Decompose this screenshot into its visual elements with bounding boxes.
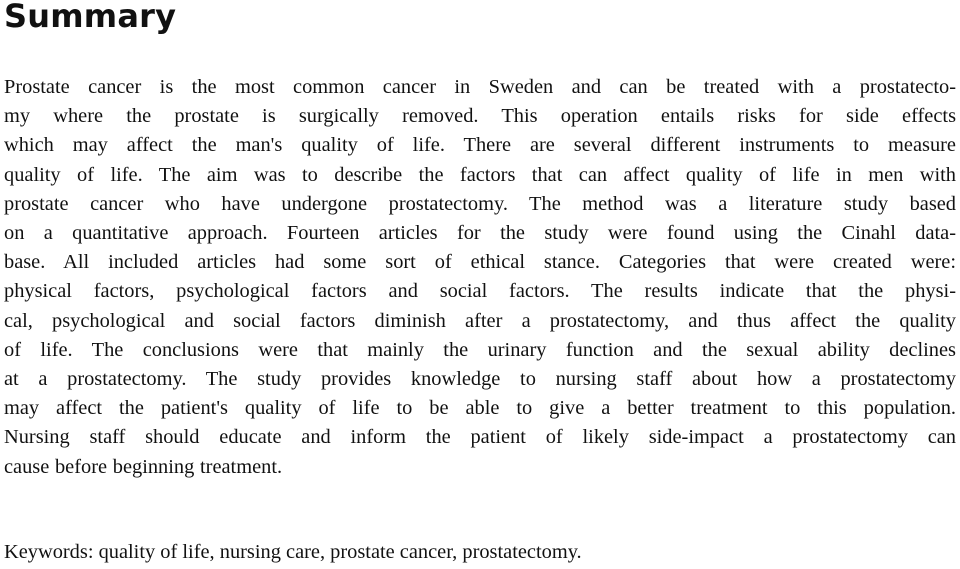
- paragraph-line: prostate cancer who have undergone prostatectomy. The method was a literature study based: [4, 192, 956, 215]
- paragraph-line: of life. The conclusions were that mainly the urinary function and the sexual ability declines: [4, 338, 956, 361]
- paragraph-line: Nursing staff should educate and inform the patient of likely side-impact a prostatectomy can: [4, 426, 956, 449]
- paragraph-line: base. All included articles had some sort of ethical stance. Categories that were created were:: [4, 251, 956, 274]
- paragraph-line: my where the prostate is surgically removed. This operation entails risks for side effects: [4, 105, 956, 128]
- paragraph-line: cause before beginning treatment.: [4, 455, 283, 478]
- summary-paragraph: [4, 73, 956, 482]
- paragraph-line: quality of life. The aim was to describe the factors that can affect quality of life in men with: [4, 163, 956, 186]
- paragraph-line: Prostate cancer is the most common cancer in Sweden and can be treated with a prostatecto-: [4, 76, 956, 98]
- paragraph-line: which may affect the man's quality of life. There are several different instruments to measure: [4, 134, 956, 157]
- page-title: Summary: [4, 0, 177, 35]
- keywords-line: Keywords: quality of life, nursing care, prostate cancer, prostatectomy.: [4, 541, 582, 563]
- paragraph-line: on a quantitative approach. Fourteen articles for the study were found using the Cinahl data-: [4, 222, 956, 245]
- paragraph-line: may affect the patient's quality of life to be able to give a better treatment to this population.: [4, 397, 956, 420]
- paragraph-line: cal, psychological and social factors diminish after a prostatectomy, and thus affect the quality: [4, 309, 956, 332]
- paragraph-line: at a prostatectomy. The study provides knowledge to nursing staff about how a prostatectomy: [4, 368, 956, 391]
- paragraph-line: physical factors, psychological factors and social factors. The results indicate that the physi-: [4, 280, 956, 303]
